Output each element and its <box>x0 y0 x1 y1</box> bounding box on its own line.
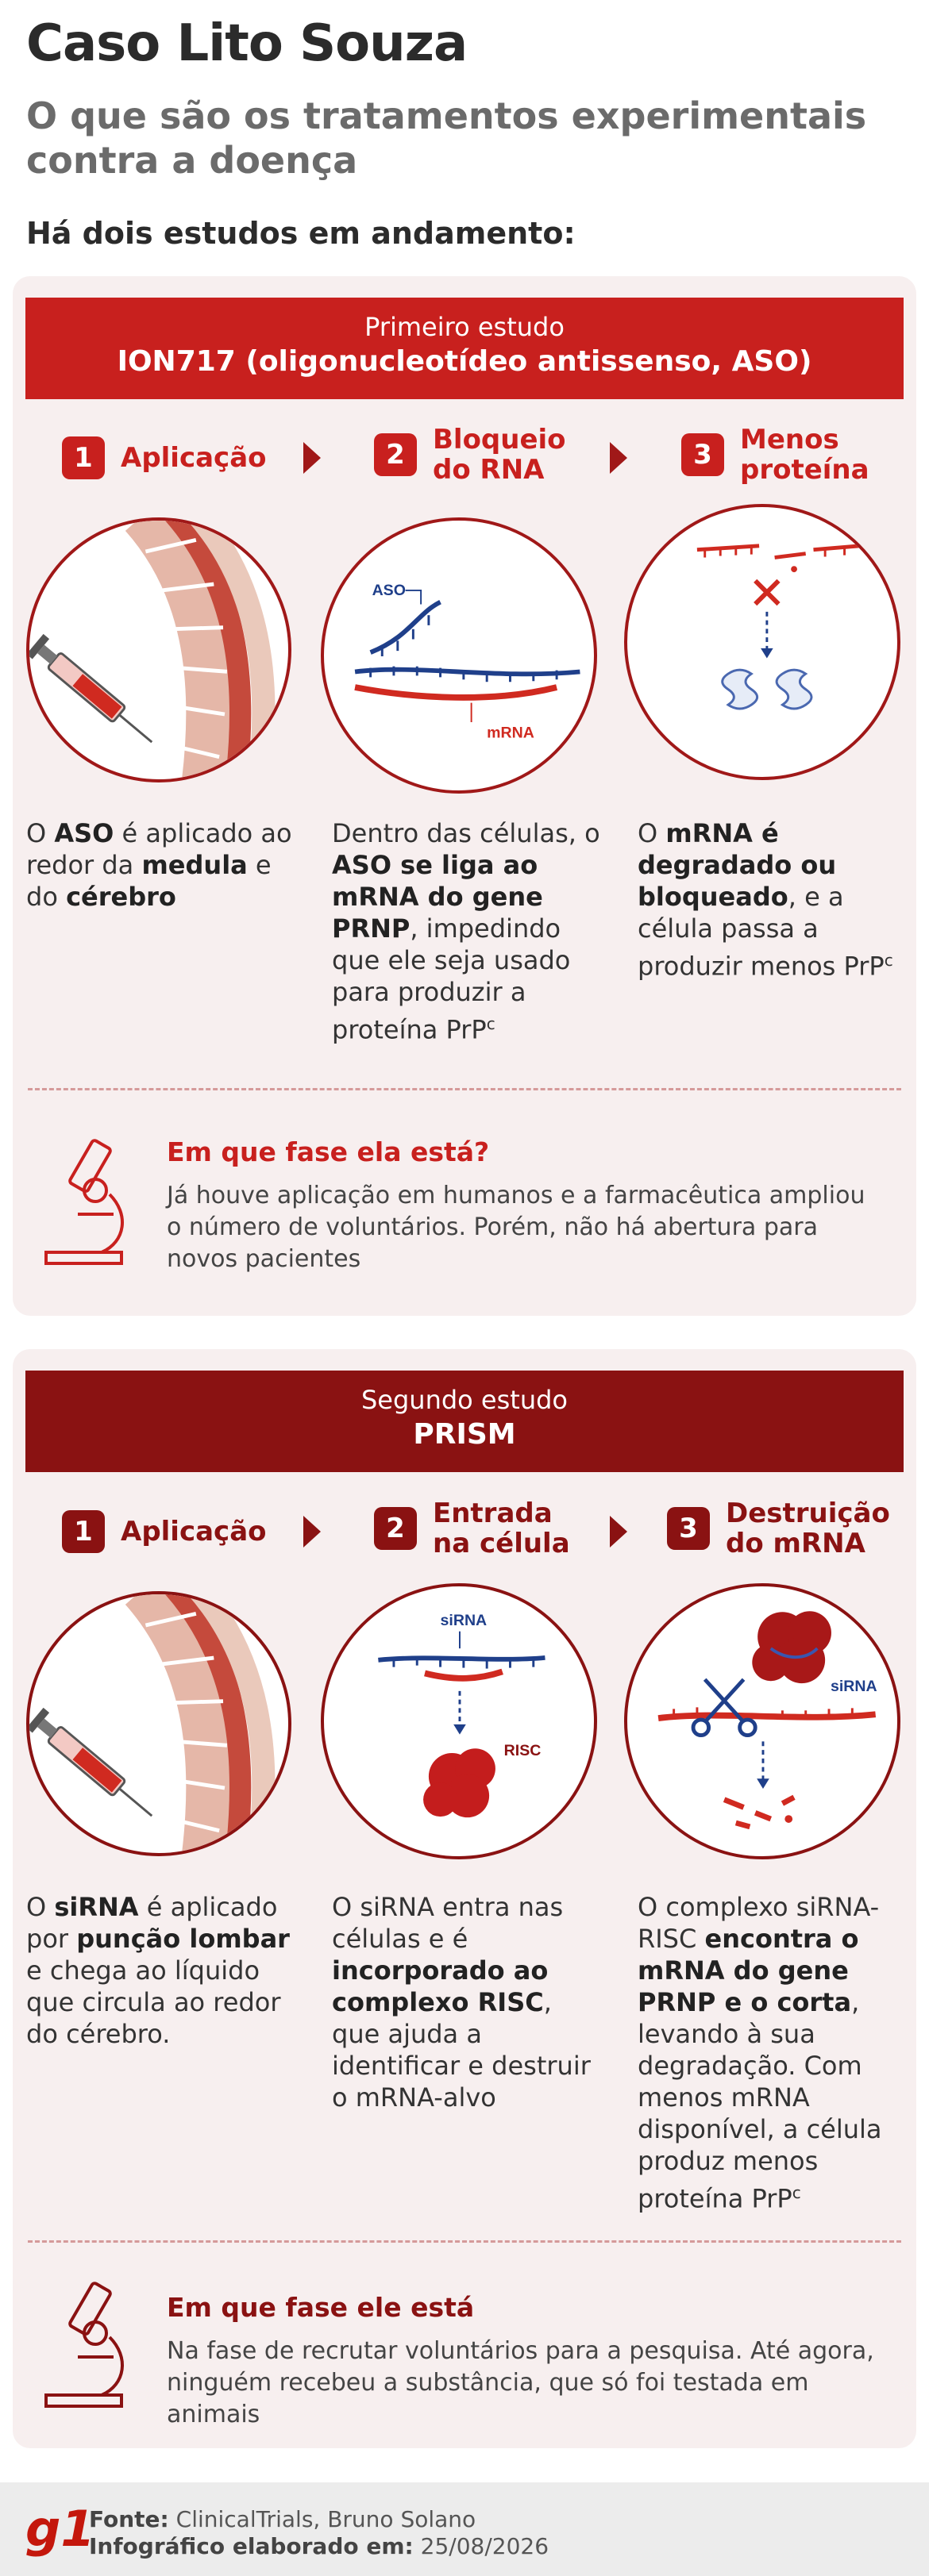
study2-desc-3: O complexo siRNA-RISC encontra o mRNA do gene PRNP e o corta, levando à sua degradação. Com menos mRNA disponível, a célula produz menos proteína PrP$^c$ <box>638 1892 882 2214</box>
study2-banner-line2: PRISM <box>413 1418 516 1451</box>
step-label: Bloqueio do RNA <box>433 424 566 486</box>
microscope-icon <box>30 2278 133 2413</box>
step-number: 1 <box>62 1510 105 1553</box>
sirna-label: siRNA <box>440 1611 488 1629</box>
microscope-icon <box>30 1135 133 1270</box>
study2-step-2 <box>374 1498 584 1559</box>
study1-banner-line1: Primeiro estudo <box>364 312 565 342</box>
study2-banner-line1: Segundo estudo <box>360 1385 568 1415</box>
study1-step-1 <box>62 436 267 479</box>
study1-desc-3: O mRNA é degradado ou bloqueado, e a célula passa a produzir menos PrP$^c$ <box>638 818 893 982</box>
sirna-label-destruction: siRNA <box>830 1677 877 1695</box>
study2-desc-1: O siRNA é aplicado por punção lombar e chega ao líquido que circula ao redor do cérebro. <box>26 1892 290 2049</box>
spine-illustration <box>26 517 291 782</box>
protein-icon <box>723 670 811 709</box>
study2-phase-text: Na fase de recrutar voluntários para a pesquisa. Até agora, ninguém recebeu a substância, que só foi testada em animais <box>167 2337 874 2428</box>
g1-logo: g1 <box>25 2500 95 2558</box>
arrow-right-icon <box>610 1516 627 1548</box>
step-number: 2 <box>374 433 417 476</box>
study1-phase-title: Em que fase ela está? <box>167 1136 490 1167</box>
page-subtitle: O que são os tratamentos experimentais contra a doença <box>26 94 867 182</box>
step-label: Menos proteína <box>740 424 869 486</box>
step-number: 3 <box>667 1507 710 1550</box>
risc-label: RISC <box>503 1741 542 1759</box>
divider <box>28 1088 901 1090</box>
page-title: Caso Lito Souza <box>26 14 468 73</box>
study1-banner <box>25 298 904 399</box>
arrow-right-icon <box>303 442 321 474</box>
step-label: Entrada na célula <box>433 1498 570 1559</box>
arrow-right-icon <box>610 442 627 474</box>
aso-binding-illustration <box>321 517 597 794</box>
step-label: Aplicação <box>121 1516 267 1548</box>
study1-step-2 <box>374 425 568 485</box>
study1-banner-line2: ION717 (oligonucleotídeo antissenso, ASO) <box>117 345 812 378</box>
footer <box>0 2482 929 2576</box>
footer-source: Fonte: ClinicalTrials, Bruno Solano Infográfico elaborado em: 25/08/2026 <box>89 2506 549 2559</box>
study2-step-3 <box>667 1498 908 1559</box>
study1-step-3 <box>681 425 875 485</box>
study1-phase-text: Já houve aplicação em humanos e a farmacêutica ampliou o número de voluntários. Porém, não há abertura para novos pacientes <box>167 1182 865 1273</box>
study1-desc-2: Dentro das células, o ASO se liga ao mRNA do gene PRNP, impedindo que ele seja usado para produzir a proteína PrP$^c$ <box>332 818 600 1045</box>
divider <box>28 2240 901 2243</box>
scissors-icon <box>693 1679 755 1735</box>
step-label: Aplicação <box>121 442 267 474</box>
study2-banner <box>25 1371 904 1472</box>
step-number: 1 <box>62 436 105 479</box>
mrna-destruction-illustration <box>624 1583 900 1859</box>
spine-illustration <box>26 1591 291 1856</box>
step-number: 3 <box>681 433 724 476</box>
mrna-label: mRNA <box>487 724 534 742</box>
sirna-entry-illustration <box>321 1583 597 1859</box>
less-protein-illustration <box>624 504 900 780</box>
aso-label: ASO <box>372 581 406 599</box>
arrow-right-icon <box>303 1516 321 1548</box>
intro-text: Há dois estudos em andamento: <box>26 216 576 251</box>
study2-phase-title: Em que fase ele está <box>167 2292 475 2323</box>
step-label: Destruição do mRNA <box>726 1498 890 1559</box>
study2-step-1 <box>62 1510 267 1553</box>
study2-desc-2: O siRNA entra nas células e é incorporado ao complexo RISC, que ajuda a identificar e destruir o mRNA-alvo <box>332 1892 591 2113</box>
step-number: 2 <box>374 1507 417 1550</box>
study1-desc-1: O ASO é aplicado ao redor da medula e do cérebro <box>26 818 292 912</box>
